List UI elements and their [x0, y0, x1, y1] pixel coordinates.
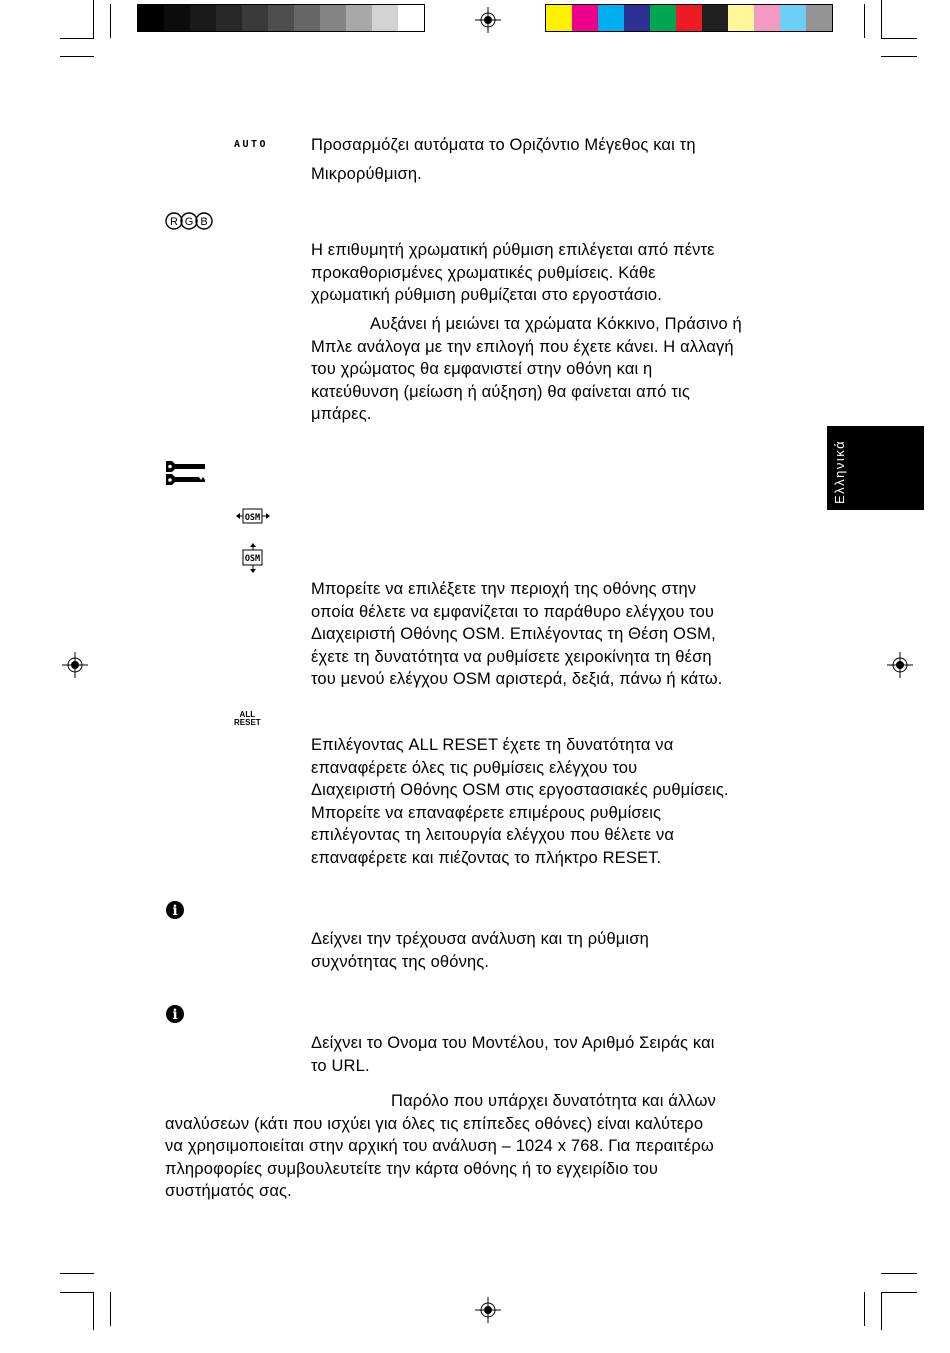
auto-description: Προσαρμόζει αυτόματα το Οριζόντιο Μέγεθος και τη Μικρορύθμιση. [311, 136, 696, 183]
svg-text:OSM: OSM [244, 554, 261, 564]
registration-mark-right [887, 652, 913, 678]
svg-text:i: i [172, 903, 178, 919]
gray-swatch [242, 5, 268, 31]
grayscale-bar [137, 4, 425, 32]
registration-mark-bottom [475, 1297, 501, 1323]
gray-swatch [216, 5, 242, 31]
all-reset-description: Επιλέγοντας ALL RESET έχετε τη δυνατότητα να επαναφέρετε όλες τις ρυθμίσεις ελέγχου του Διαχειριστή Οθόνης OSM στις εργοστασιακές ρυθμίσεις. Μπορείτε να επαναφέρετε επιμέρους ρυθμίσεις επιλέγοντας τη λειτουργία ελέγχου που θέλετε να επαναφέρετε και πιέζοντας το πλήκτρο RESET. [311, 736, 729, 867]
all-reset-icon: ALL RESET [234, 710, 261, 727]
gray-swatch [190, 5, 216, 31]
svg-text:OSM: OSM [244, 513, 261, 523]
color-adjust-description: Αυξάνει ή μειώνει τα χρώματα Κόκκινο, Πράσινο ή Μπλε ανάλογα με την επιλογή που έχετε κάνει. Η αλλαγή του χρώματος θα εμφανιστεί στην οθόνη και η κατεύθυνση (μείωση ή αύξηση) θα φαίνεται από τις μπάρες. [311, 315, 742, 424]
color-swatch [650, 5, 676, 31]
svg-text:B: B [200, 216, 208, 228]
gray-swatch [346, 5, 372, 31]
info-icon-monitor [165, 1004, 185, 1024]
color-swatch [780, 5, 806, 31]
color-swatch [702, 5, 728, 31]
gray-swatch [138, 5, 164, 31]
color-swatch [572, 5, 598, 31]
registration-mark-top [475, 7, 501, 33]
resolution-note: Παρόλο που υπάρχει δυνατότητα και άλλων αναλύσεων (κάτι που ισχύει για όλες τις επίπεδες οθόνες) είναι καλύτερο να χρησιμοποιείται στην αρχική του ανάλυση – 1024 x 768. Για περαιτέρω πληροφορίες συμβουλευτείτε την κάρτα οθόνης ή το εγχειρίδιο του συστήματός σας. [165, 1092, 716, 1201]
color-swatch [728, 5, 754, 31]
registration-mark-left [62, 652, 88, 678]
color-swatch [754, 5, 780, 31]
resolution-description: Δείχνει την τρέχουσα ανάλυση και τη ρύθμιση συχνότητας της οθόνης. [311, 930, 649, 971]
svg-text:i: i [172, 1007, 178, 1023]
gray-swatch [294, 5, 320, 31]
color-swatch [598, 5, 624, 31]
color-swatch [676, 5, 702, 31]
auto-adjust-icon: AUTO [234, 139, 269, 150]
color-swatch [806, 5, 832, 31]
osm-vertical-position-icon [242, 542, 264, 574]
osm-position-description: Μπορείτε να επιλέξετε την περιοχή της οθόνης στην οποία θέλετε να εμφανίζεται το παράθυρο ελέγχου του Διαχειριστή Οθόνης OSM. Επιλέγοντας τη Θέση OSM, έχετε τη δυνατότητα να ρυθμίσετε χειροκίνητα τη θέση του μενού ελέγχου OSM αριστερά, δεξιά, πάνω ή κάτω. [311, 580, 723, 689]
tools-icon [164, 457, 206, 489]
svg-text:R: R [170, 216, 178, 228]
rgb-icon [165, 211, 213, 231]
color-bar [545, 4, 833, 32]
osm-horizontal-position-icon [235, 507, 271, 525]
color-presets-description: Η επιθυμητή χρωματική ρύθμιση επιλέγεται από πέντε προκαθορισμένες χρωματικές ρυθμίσεις. Κάθε χρωματική ρύθμιση ρυθμίζεται στο εργοστάσιο. [311, 241, 715, 305]
color-swatch [624, 5, 650, 31]
language-tab-label: Ελληνικά [832, 439, 847, 504]
gray-swatch [372, 5, 398, 31]
gray-swatch [268, 5, 294, 31]
gray-swatch [320, 5, 346, 31]
svg-text:G: G [184, 216, 194, 228]
language-tab [827, 426, 924, 510]
monitor-info-description: Δείχνει το Ονομα του Μοντέλου, τον Αριθμό Σειράς και το URL. [311, 1034, 715, 1075]
color-swatch [546, 5, 572, 31]
info-icon-resolution [165, 900, 185, 920]
gray-swatch [164, 5, 190, 31]
gray-swatch [398, 5, 424, 31]
